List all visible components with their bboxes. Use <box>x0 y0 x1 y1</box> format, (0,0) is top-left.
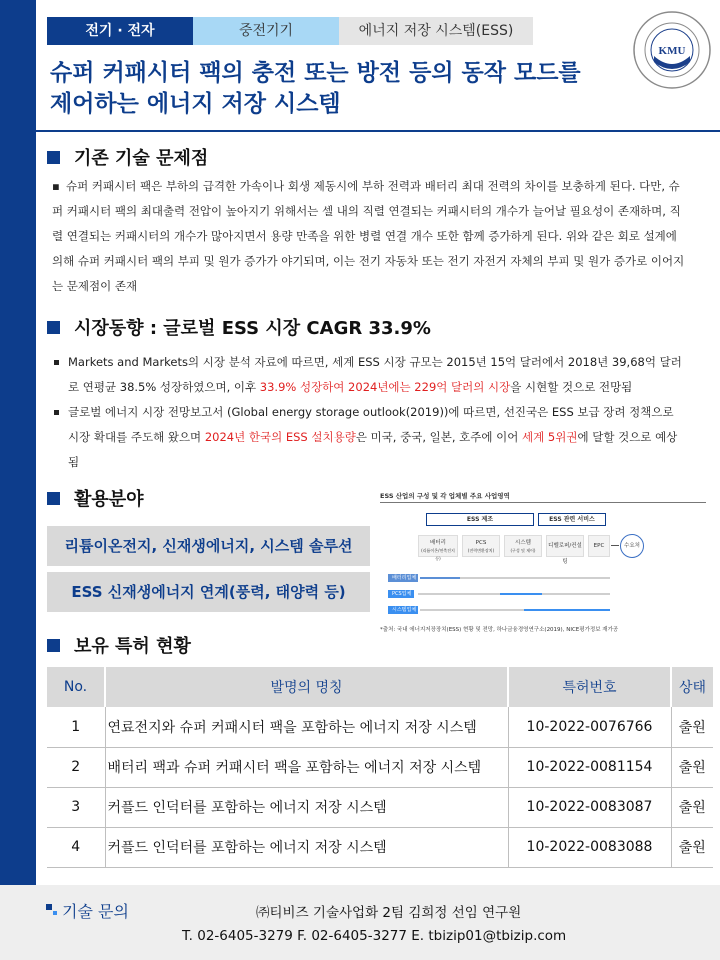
page-title <box>50 58 630 120</box>
diagram-role-bar <box>500 593 542 595</box>
page-title-line-1: 슈퍼 커패시터 팩의 충전 또는 방전 등의 동작 모드를 <box>50 60 581 86</box>
column-header-name: 발명의 명칭 <box>105 667 508 707</box>
category-tab-heavy-electric[interactable]: 중전기기 <box>193 17 339 45</box>
cell-number: 10-2022-0083087 <box>508 787 671 827</box>
diagram-source-note: *출처: 국내 에너지저장장치(ESS) 현황 및 전망, 하나금융경영연구소(2019), NICE평가정보 재가공 <box>380 627 619 633</box>
square-bullet-icon <box>47 639 60 652</box>
diagram-box-battery: 배터리 (리튬이온/연축전지 등) <box>418 535 458 557</box>
diagram-box-pcs: PCS (전력변환장치) <box>462 535 500 557</box>
cell-no: 1 <box>47 707 105 747</box>
cell-status: 출원 <box>671 787 713 827</box>
footer-label: 기술 문의 <box>62 902 129 921</box>
cell-status: 출원 <box>671 827 713 867</box>
table-row <box>47 827 713 867</box>
table-row <box>47 747 713 787</box>
column-header-status: 상태 <box>671 667 713 707</box>
category-tab-electric[interactable]: 전기 · 전자 <box>47 17 193 45</box>
market-highlight: 33.9% 성장하여 2024년에는 229억 달러의 시장 <box>259 380 511 394</box>
square-bullet-icon <box>47 151 60 164</box>
contact-footer <box>0 885 720 960</box>
diagram-role-pcs: PCS업체 <box>388 590 414 598</box>
square-bullet-icon <box>47 321 60 334</box>
left-accent-bar <box>0 0 36 960</box>
title-divider <box>36 130 720 132</box>
diagram-role-system: 시스템업체 <box>388 606 418 614</box>
diagram-title-rule <box>380 502 706 503</box>
problem-paragraph <box>52 174 688 299</box>
footer-contact-person: ㈜티비즈 기술사업화 2팀 김희정 선임 연구원 <box>256 905 522 921</box>
section-problem-heading: 기존 기술 문제점 <box>47 144 208 170</box>
diagram-role-bar <box>524 609 610 611</box>
market-highlight: 2024년 한국의 ESS 설치용량 <box>204 430 356 444</box>
diagram-box-system: 시스템 (구성 및 제어) <box>504 535 542 557</box>
cell-number: 10-2022-0083088 <box>508 827 671 867</box>
svg-text:KMU: KMU <box>658 45 686 57</box>
section-patents-heading: 보유 특허 현황 <box>47 632 191 658</box>
square-bullet-icon <box>47 492 60 505</box>
ess-industry-diagram <box>378 488 708 636</box>
table-row <box>47 787 713 827</box>
cell-no: 3 <box>47 787 105 827</box>
square-bullet-icon <box>54 360 59 365</box>
diagram-box-epc: EPC <box>588 535 610 557</box>
bullet-icon: ▪ <box>52 179 60 193</box>
diagram-role-bar <box>420 577 460 579</box>
category-tab-ess[interactable]: 에너지 저장 시스템(ESS) <box>339 17 533 45</box>
market-item-1: Markets and Markets의 시장 분석 자료에 따르면, 세계 ESS 시장 규모는 2015년 15억 달러에서 2018년 39,68억 달러로 연평균 38.5% 성장하였으며, 이후 33.9% 성장하여 2024년에는 229억 달러의 시장을 시현할 것으로 전망됨 <box>52 350 688 400</box>
market-highlight: 세계 5위권 <box>522 430 578 444</box>
diagram-box-developer: 디벨로퍼/컨설팅 <box>546 535 584 557</box>
cell-status: 출원 <box>671 747 713 787</box>
diagram-title: ESS 산업의 구성 및 각 업체별 주요 사업영역 <box>380 492 510 500</box>
cell-number: 10-2022-0076766 <box>508 707 671 747</box>
column-header-number: 특허번호 <box>508 667 671 707</box>
cell-status: 출원 <box>671 707 713 747</box>
column-header-no: No. <box>47 667 105 707</box>
footer-square-icon <box>46 904 52 910</box>
cell-name: 배터리 팩과 슈퍼 커패시터 팩을 포함하는 에너지 저장 시스템 <box>105 747 508 787</box>
category-tabs <box>47 17 533 45</box>
diagram-group-services: ESS 관련 서비스 <box>538 513 606 526</box>
market-list <box>52 350 688 475</box>
problem-text: 슈퍼 커패시터 팩은 부하의 급격한 가속이나 회생 제동시에 부하 전력과 배터리 최대 전력의 차이를 보충하게 된다. 다만, 슈퍼 커패시터 팩의 최대출력 전압이 높아지기 위해서는 셀 내의 직렬 연결되는 커패시터의 개수가 늘어날 필요성이 존재하며, 직렬 연결되는 커패시터의 개수가 많아지면서 용량 만족을 위한 병렬 연결 개수 또한 함께 증가하게 된다. 위와 같은 회로 설계에 의해 슈퍼 커패시터 팩의 부피 및 원가 증가가 야기되며, 이는 전기 자동차 또는 전기 자전거 자체의 부피 및 원가 증가로 이어지는 문제점이 존재 <box>52 179 685 293</box>
diagram-role-bar <box>542 593 610 595</box>
patent-table <box>47 667 713 868</box>
diagram-role-bar <box>420 609 524 611</box>
diagram-role-bar <box>460 577 610 579</box>
page-title-line-2: 제어하는 에너지 저장 시스템 <box>50 91 341 117</box>
table-header-row <box>47 667 713 707</box>
cell-name: 커플드 인덕터를 포함하는 에너지 저장 시스템 <box>105 827 508 867</box>
square-bullet-icon <box>54 410 59 415</box>
cell-no: 2 <box>47 747 105 787</box>
application-item-2: ESS 신재생에너지 연계(풍력, 태양력 등) <box>47 572 370 612</box>
university-logo <box>632 10 712 90</box>
footer-square-icon <box>53 911 57 915</box>
footer-contact-details[interactable]: T. 02-6405-3279 F. 02-6405-3277 E. tbizip01@tbizip.com <box>182 928 567 944</box>
diagram-demand-circle: 수요처 <box>620 534 644 558</box>
cell-name: 연료전지와 슈퍼 커패시터 팩을 포함하는 에너지 저장 시스템 <box>105 707 508 747</box>
diagram-role-bar <box>418 593 500 595</box>
section-applications-heading: 활용분야 <box>47 485 144 511</box>
cell-number: 10-2022-0081154 <box>508 747 671 787</box>
table-row <box>47 707 713 747</box>
cell-no: 4 <box>47 827 105 867</box>
diagram-group-manufacturing: ESS 제조 <box>426 513 534 526</box>
application-item-1: 리튬이온전지, 신재생에너지, 시스템 솔루션 <box>47 526 370 566</box>
section-market-heading: 시장동향 : 글로벌 ESS 시장 CAGR 33.9% <box>47 314 431 340</box>
market-item-2: 글로벌 에너지 시장 전망보고서 (Global energy storage outlook(2019))에 따르면, 선진국은 ESS 보급 장려 정책으로 시장 확대를 주도해 왔으며 2024년 한국의 ESS 설치용량은 미국, 중국, 일본, 호주에 이어 세계 5위권에 달할 것으로 예상됨 <box>52 400 688 475</box>
cell-name: 커플드 인덕터를 포함하는 에너지 저장 시스템 <box>105 787 508 827</box>
diagram-arrow <box>611 545 619 546</box>
diagram-role-battery: 배터리업체 <box>388 574 418 582</box>
